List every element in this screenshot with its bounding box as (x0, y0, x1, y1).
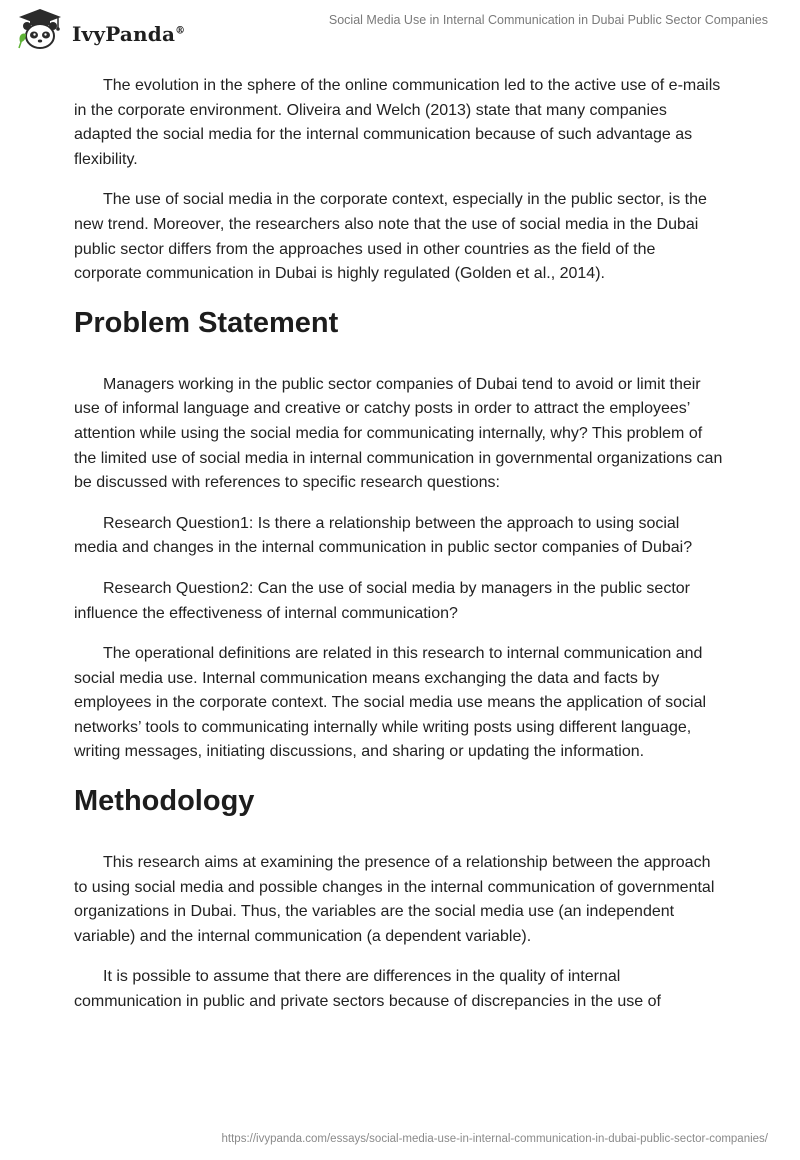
source-url[interactable]: https://ivypanda.com/essays/social-media-use-in-internal-communication-in-dubai-public-sector-companies/ (221, 1133, 768, 1145)
section-heading-methodology: Methodology (74, 785, 255, 818)
ivypanda-logo[interactable] (14, 8, 185, 52)
paragraph: The use of social media in the corporate context, especially in the public sector, is the new trend. Moreover, the researchers also note that the use of social media in the Dubai public sector differs from the approaches used in other countries as the field of the corporate communication in Dubai is highly regulated (Golden et al., 2014). (74, 191, 707, 283)
article-body (74, 74, 724, 1031)
paragraph: Managers working in the public sector companies of Dubai tend to avoid or limit their use of informal language and creative or catchy posts in order to attract the employees’ attention while using the social media for communicating internally, why? This problem of the limited use of social media in internal communication in governmental organizations can be discussed with references to specific research questions: (74, 375, 723, 492)
paragraph: This research aims at examining the presence of a relationship between the approach to using social media and possible changes in the internal communication of governmental organizations in Dubai. Thus, the variables are the social media use (an independent variable) and the internal communication (a dependent variable). (74, 854, 715, 945)
paragraph: Research Question2: Can the use of social media by managers in the public sector influence the effectiveness of internal communication? (74, 579, 690, 622)
section-heading-problem-statement: Problem Statement (74, 306, 339, 339)
paragraph: The operational definitions are related in this research to internal communication and social media use. Internal communication means exchanging the data and facts by employees in the corporate context. The social media use means the application of social networks’ tools to communicating internally while writing posts using different language, writing messages, initiating discussions, and sharing or updating the information. (74, 645, 707, 761)
logo-wordmark: IvyPanda® (72, 22, 186, 46)
paragraph: Research Question1: Is there a relationship between the approach to using social media and changes in the internal communication in public sector companies of Dubai? (74, 514, 693, 557)
panda-graduate-icon (14, 8, 66, 52)
document-title: Social Media Use in Internal Communication in Dubai Public Sector Companies (328, 13, 768, 27)
paragraph: It is possible to assume that there are differences in the quality of internal communication in public and private sectors because of discrepancies in the use of (74, 968, 661, 1011)
paragraph: The evolution in the sphere of the online communication led to the active use of e-mails in the corporate environment. Oliveira and Welch (2013) state that many companies adapted the social media for the internal communication because of such advantage as flexibility. (74, 77, 721, 168)
page-header (0, 0, 800, 60)
